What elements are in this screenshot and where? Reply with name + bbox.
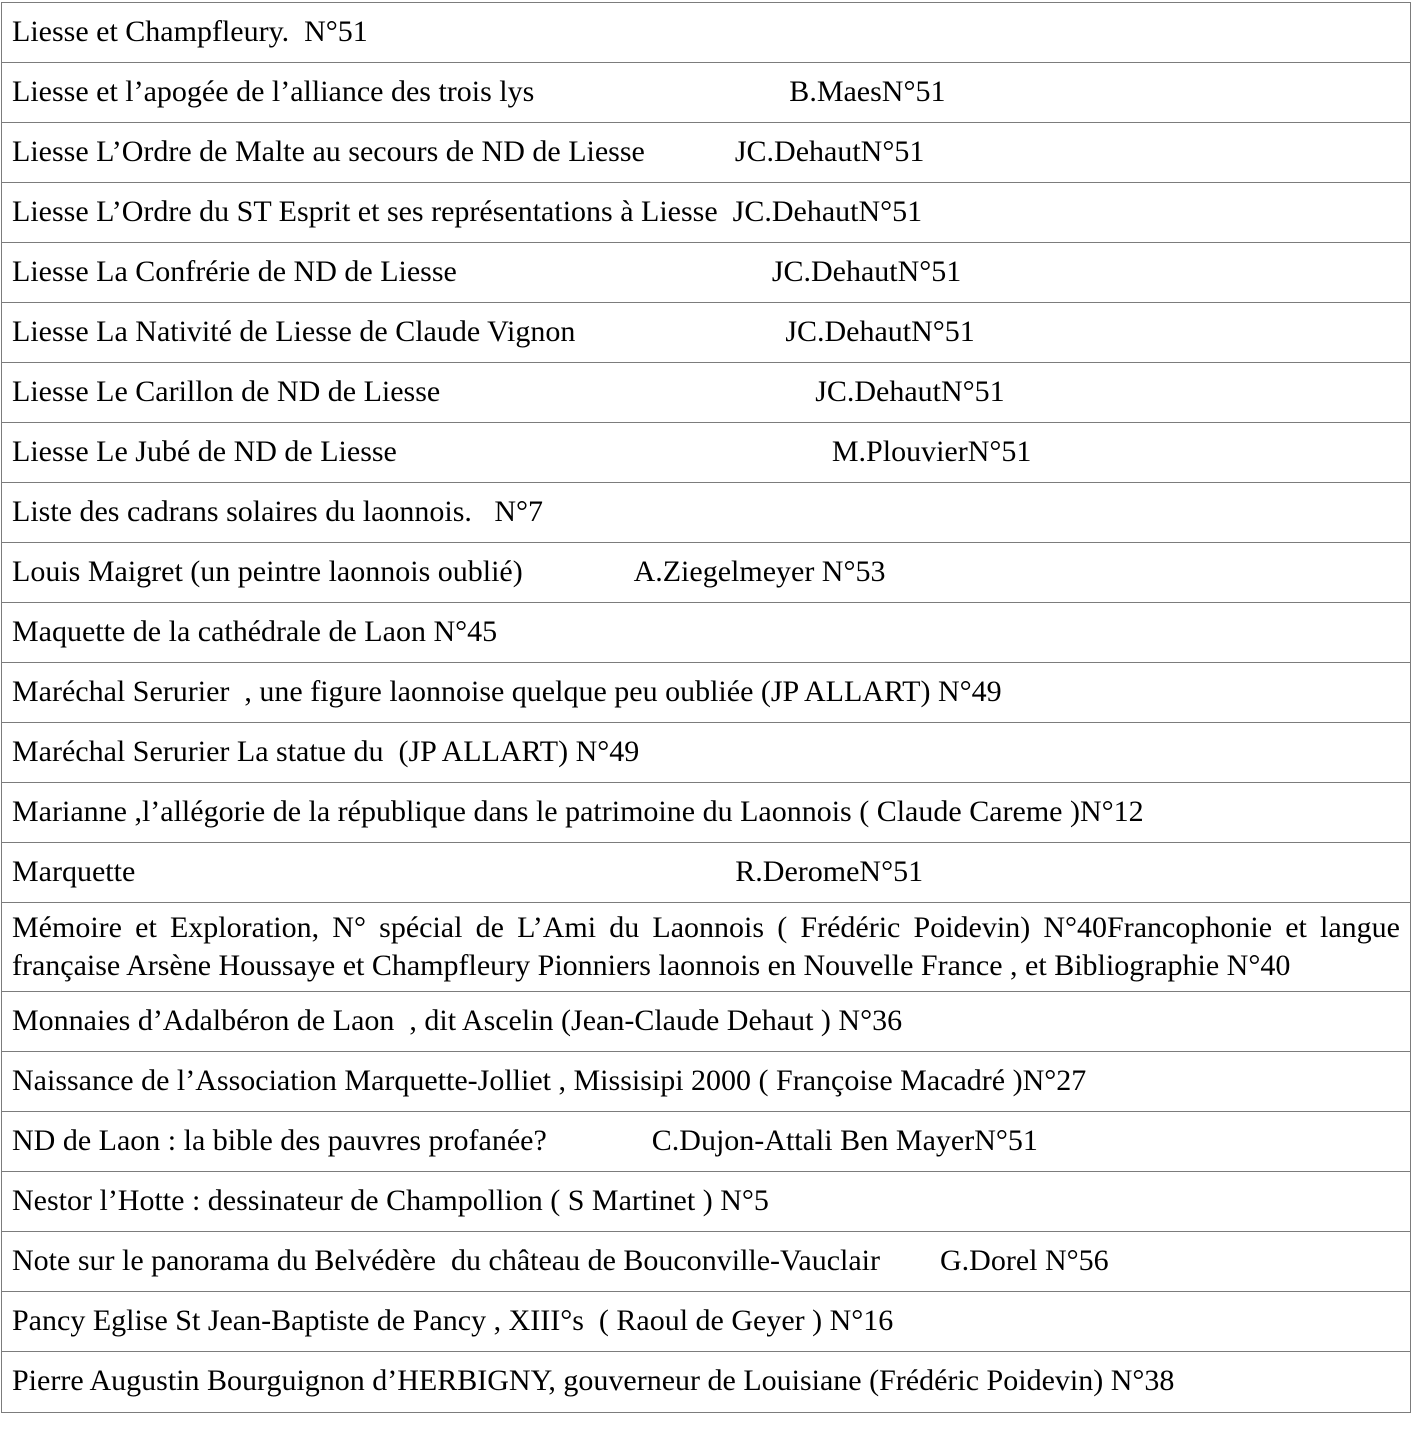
table-row: Monnaies d’Adalbéron de Laon , dit Ascelin (Jean-Claude Dehaut ) N°36 [2, 992, 1410, 1052]
table-row: Naissance de l’Association Marquette-Jolliet , Missisipi 2000 ( Françoise Macadré )N°27 [2, 1052, 1410, 1112]
table-row: Liste des cadrans solaires du laonnois. N°7 [2, 483, 1410, 543]
table-row: Note sur le panorama du Belvédère du château de Bouconville-Vauclair G.Dorel N°56 [2, 1232, 1410, 1292]
table-row: Louis Maigret (un peintre laonnois oublié) A.Ziegelmeyer N°53 [2, 543, 1410, 603]
table-row: Mémoire et Exploration, N° spécial de L’Ami du Laonnois ( Frédéric Poidevin) N°40Francophonie et langue française Arsène Houssaye et Champfleury Pionniers laonnois en Nouvelle France , et Bibliographie N°40 [2, 903, 1410, 992]
table-row: ND de Laon : la bible des pauvres profanée? C.Dujon-Attali Ben MayerN°51 [2, 1112, 1410, 1172]
article-index-table [1, 2, 1411, 1413]
table-row: Liesse La Confrérie de ND de Liesse JC.DehautN°51 [2, 243, 1410, 303]
table-row: Liesse La Nativité de Liesse de Claude Vignon JC.DehautN°51 [2, 303, 1410, 363]
table-row: Maréchal Serurier , une figure laonnoise quelque peu oubliée (JP ALLART) N°49 [2, 663, 1410, 723]
table-row: Maquette de la cathédrale de Laon N°45 [2, 603, 1410, 663]
table-row: Liesse et Champfleury. N°51 [2, 3, 1410, 63]
table-row: Pancy Eglise St Jean-Baptiste de Pancy , XIII°s ( Raoul de Geyer ) N°16 [2, 1292, 1410, 1352]
table-row: Marquette R.DeromeN°51 [2, 843, 1410, 903]
table-row: Liesse Le Jubé de ND de Liesse M.PlouvierN°51 [2, 423, 1410, 483]
table-row: Nestor l’Hotte : dessinateur de Champollion ( S Martinet ) N°5 [2, 1172, 1410, 1232]
table-row: Pierre Augustin Bourguignon d’HERBIGNY, gouverneur de Louisiane (Frédéric Poidevin) N°38 [12, 1364, 1175, 1397]
table-row: Liesse L’Ordre du ST Esprit et ses représentations à Liesse JC.DehautN°51 [2, 183, 1410, 243]
table-row: Maréchal Serurier La statue du (JP ALLART) N°49 [2, 723, 1410, 783]
table-row: Liesse et l’apogée de l’alliance des trois lys B.MaesN°51 [2, 63, 1410, 123]
table-row: Marianne ,l’allégorie de la république dans le patrimoine du Laonnois ( Claude Careme )N°12 [2, 783, 1410, 843]
table-row: Liesse Le Carillon de ND de Liesse JC.DehautN°51 [2, 363, 1410, 423]
table-row: Liesse L’Ordre de Malte au secours de ND de Liesse JC.DehautN°51 [2, 123, 1410, 183]
